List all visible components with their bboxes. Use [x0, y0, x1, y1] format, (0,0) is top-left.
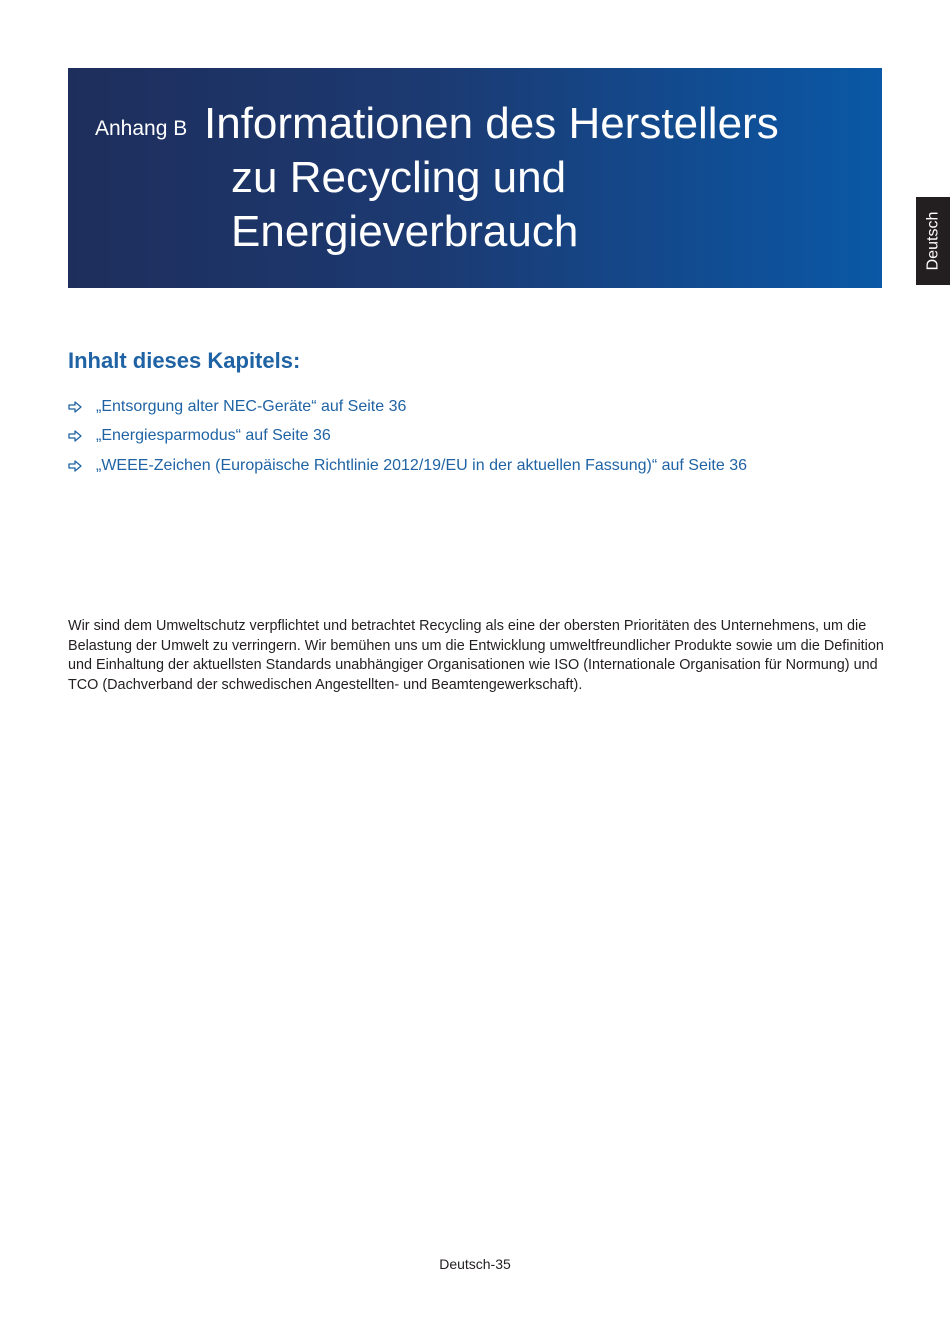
- chapter-banner: [68, 68, 882, 288]
- language-tab-label: Deutsch: [924, 211, 942, 271]
- toc-link-energiesparmodus[interactable]: [68, 422, 747, 452]
- toc-link-weee[interactable]: [68, 451, 747, 481]
- chapter-title-line: Energieverbrauch: [231, 207, 579, 256]
- chapter-title-line: Informationen des Herstellers: [204, 99, 779, 148]
- language-tab: [916, 197, 950, 285]
- page-number: Deutsch-35: [439, 1256, 511, 1272]
- toc-heading: Inhalt dieses Kapitels:: [68, 348, 301, 373]
- paragraph-line: Belastung der Umwelt zu verringern. Wir bemühen uns um die Entwicklung umweltfreundlicher Produkte sowie um die Definition: [68, 637, 884, 654]
- toc-link-label: „WEEE-Zeichen (Europäische Richtlinie 2012/19/EU in der aktuellen Fassung)“ auf Seite 36: [96, 456, 747, 474]
- toc-link-label: „Energiesparmodus“ auf Seite 36: [96, 427, 331, 445]
- paragraph-line: und Einhaltung der aktuellsten Standards unabhängiger Organisationen wie ISO (Internationale Organisation für Normung) und: [68, 657, 878, 673]
- paragraph-line: TCO (Dachverband der schwedischen Angestellten- und Beamtengewerkschaft).: [68, 676, 583, 693]
- arrow-right-icon: [68, 460, 82, 472]
- arrow-right-icon: [68, 401, 82, 413]
- chapter-title-line: zu Recycling und: [231, 153, 567, 202]
- toc-link-label: „Entsorgung alter NEC-Geräte“ auf Seite 36: [96, 397, 407, 415]
- intro-paragraph: [68, 617, 886, 695]
- toc-list: [68, 392, 747, 481]
- toc-link-entsorgung[interactable]: [68, 392, 747, 422]
- arrow-right-icon: [68, 430, 82, 442]
- chapter-title: [204, 97, 779, 259]
- appendix-label: Anhang B: [95, 117, 188, 140]
- paragraph-line: Wir sind dem Umweltschutz verpflichtet und betrachtet Recycling als eine der obersten Prioritäten des Unternehmens, um die: [68, 618, 867, 634]
